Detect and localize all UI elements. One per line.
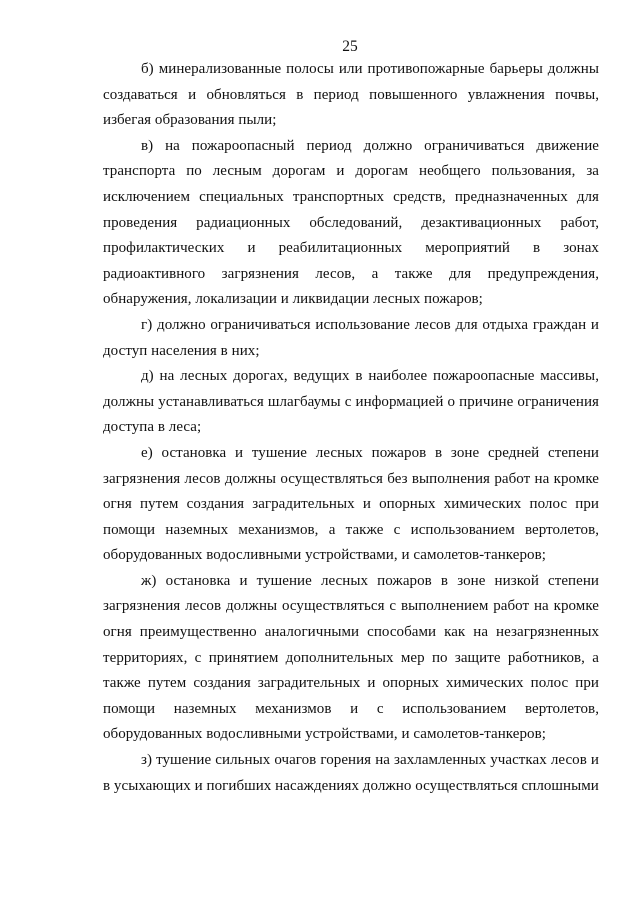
paragraph-b: б) минерализованные полосы или противопожарные барьеры должны создаваться и обновляться в период повышенного увлажнения почвы, избегая образования пыли; xyxy=(103,61,599,129)
paragraph-z: з) тушение сильных очагов горения на захламленных участках лесов и в усыхающих и погибших насаждениях должно осуществляться сплошными xyxy=(103,752,599,794)
page-number: 25 xyxy=(342,38,358,55)
paragraph-e: е) остановка и тушение лесных пожаров в зоне средней степени загрязнения лесов должны осуществляться без выполнения работ на кромке огня путем создания заградительных и опорных химических полос при помощи наземных механизмов, а также с использованием вертолетов, оборудованных водосливными устройствами, и самолетов-танкеров; xyxy=(103,444,599,564)
paragraph-d: д) на лесных дорогах, ведущих в наиболее пожароопасные массивы, должны устанавливаться шлагбаумы с информацией о причине ограничения доступа в леса; xyxy=(103,368,599,436)
paragraph-g: г) должно ограничиваться использование лесов для отдыха граждан и доступ населения в них; xyxy=(103,316,599,359)
document-body xyxy=(103,57,599,799)
paragraph-zh: ж) остановка и тушение лесных пожаров в зоне низкой степени загрязнения лесов должны осуществляться с выполнением работ на кромке огня преимущественно аналогичными способами как на незагрязненных территориях, с принятием дополнительных мер по защите работников, а также путем создания заградительных и опорных химических полос при помощи наземных механизмов и с использованием вертолетов, оборудованных водосливными устройствами, и самолетов-танкеров; xyxy=(103,572,599,743)
paragraph-v: в) на пожароопасный период должно ограничиваться движение транспорта по лесным дорогам и дорогам необщего пользования, за исключением специальных транспортных средств, предназначенных для проведения радиационных обследований, дезактивационных работ, профилактических и реабилитационных мероприятий в зонах радиоактивного загрязнения лесов, а также для предупреждения, обнаружения, локализации и ликвидации лесных пожаров; xyxy=(103,137,599,308)
